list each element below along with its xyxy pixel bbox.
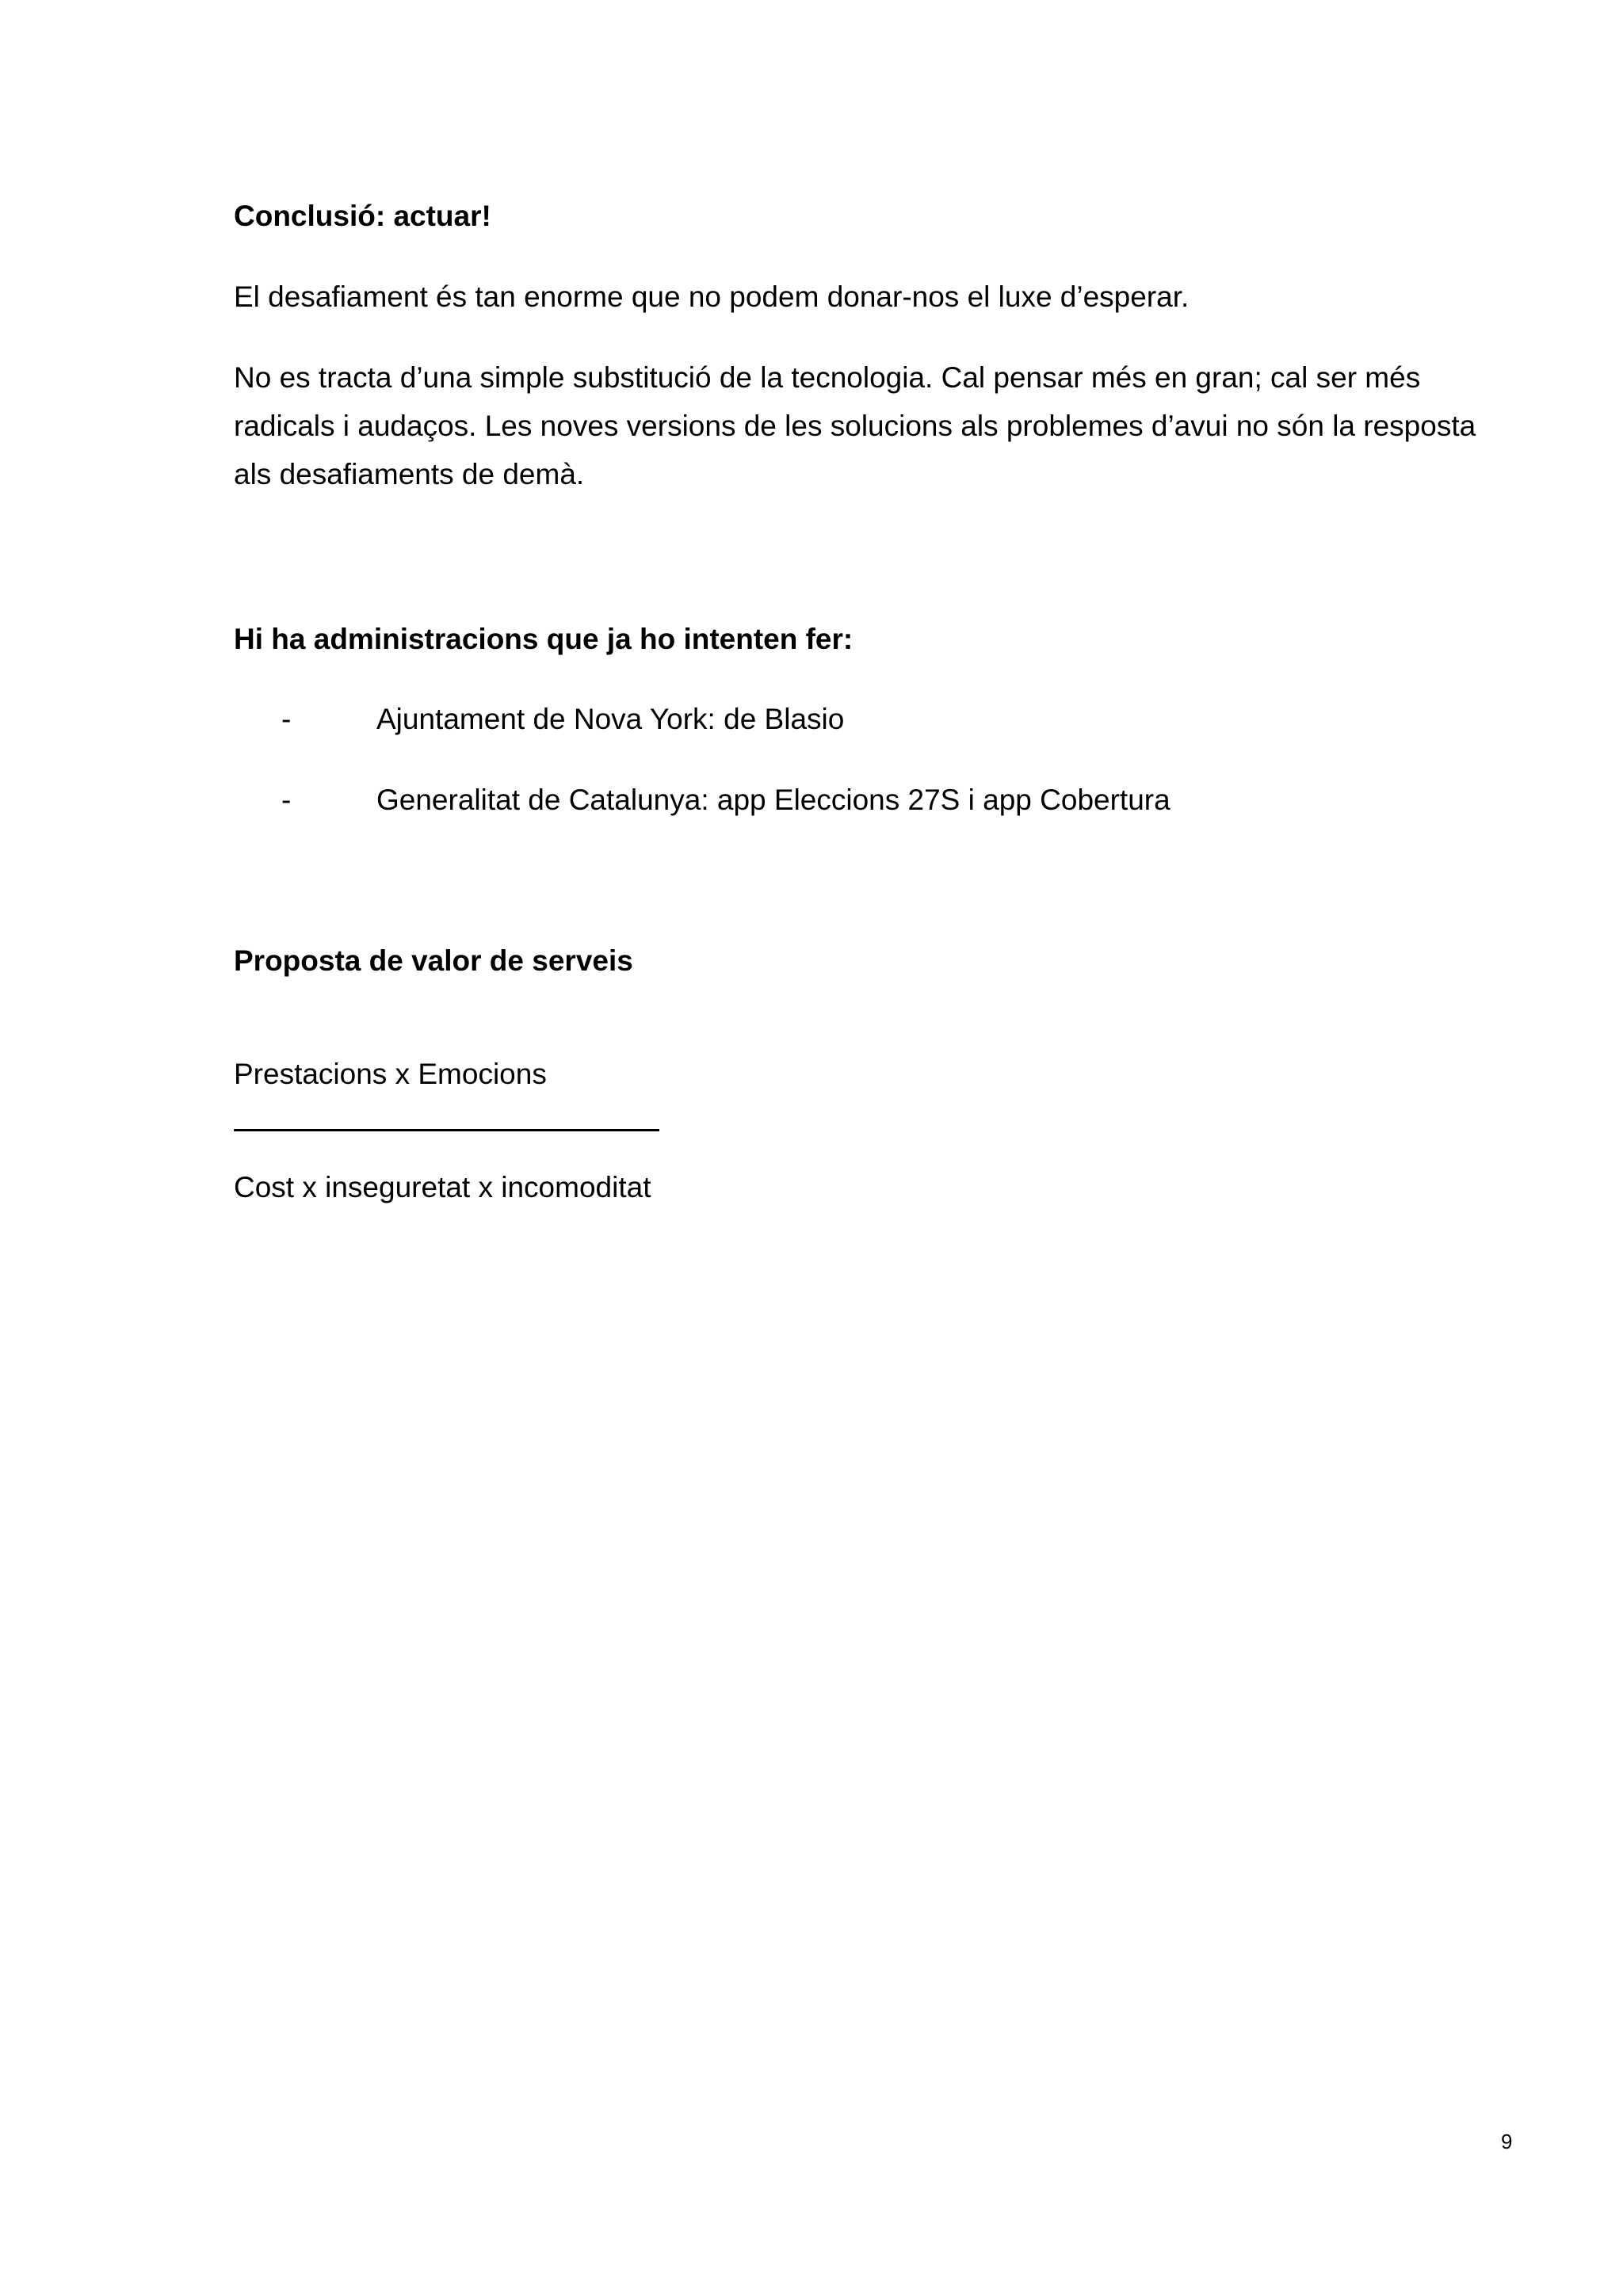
value-proposition-heading: Proposta de valor de serveis: [234, 944, 633, 977]
formula-denominator: Cost x inseguretat x incomoditat: [234, 1171, 651, 1203]
paragraph-line: No es tracta d’una simple substitució de la tecnologia. Cal pensar més en gran; cal ser més: [234, 361, 1421, 394]
list-item-text: Generalitat de Catalunya: app Eleccions 27S i app Cobertura: [376, 784, 1170, 816]
conclusion-paragraph-1: El desafiament és tan enorme que no podem donar-nos el luxe d’esperar.: [234, 280, 1190, 313]
conclusion-heading: Conclusió: actuar!: [234, 200, 491, 232]
list-item: [281, 695, 844, 743]
paragraph-line: radicals i audaços. Les noves versions de les solucions als problemes d’avui no són la resposta: [234, 410, 1476, 442]
list-item: [281, 776, 1170, 824]
page-number: 9: [1501, 2130, 1513, 2153]
administrations-heading: Hi ha administracions que ja ho intenten fer:: [234, 623, 854, 655]
fraction-divider: [234, 1129, 659, 1131]
list-item-text: Ajuntament de Nova York: de Blasio: [376, 703, 845, 735]
conclusion-paragraph-2: [234, 353, 1502, 498]
paragraph-line: als desafiaments de demà.: [234, 458, 585, 490]
formula-numerator: Prestacions x Emocions: [234, 1058, 547, 1090]
list-dash: -: [281, 703, 292, 735]
list-dash: -: [281, 784, 292, 816]
